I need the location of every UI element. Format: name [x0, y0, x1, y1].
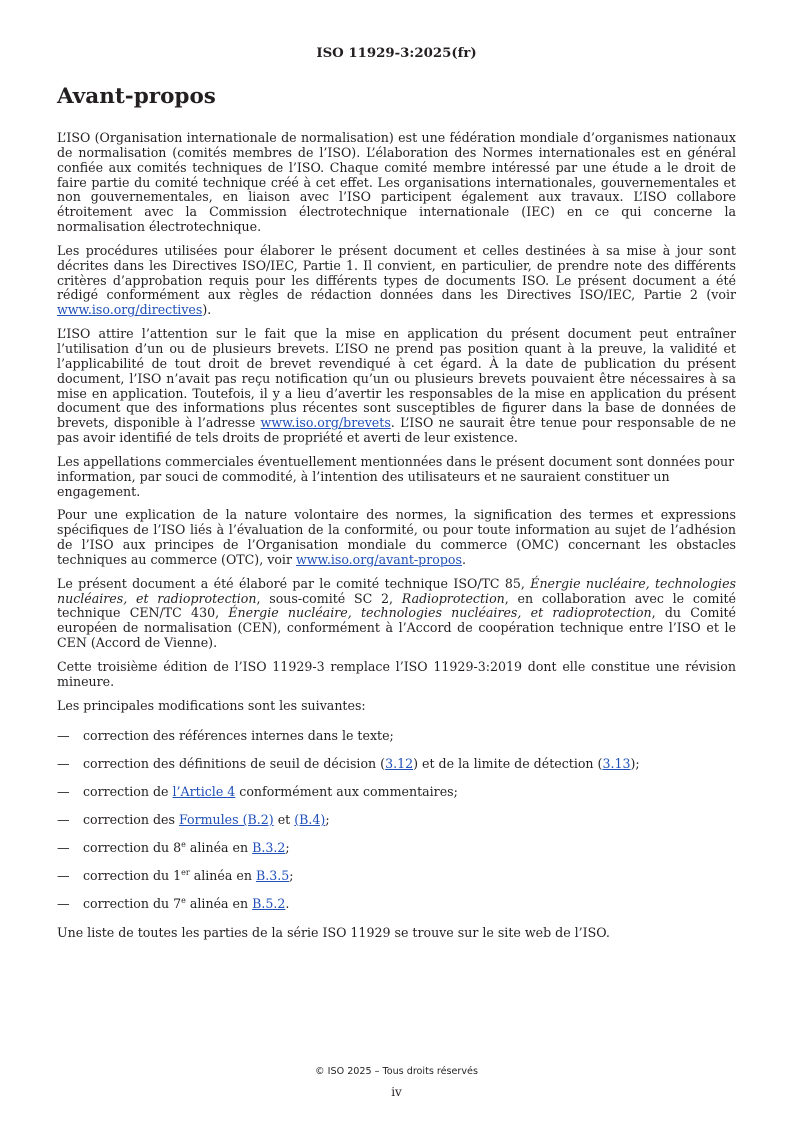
list-item-text: correction du 8 — [83, 840, 182, 856]
ref-link-b-5-2[interactable]: B.5.2 — [252, 896, 286, 912]
patents-link[interactable]: www.iso.org/brevets — [260, 415, 391, 431]
list-dash: — — [57, 840, 70, 856]
list-dash: — — [57, 868, 70, 884]
list-item-text: correction des références internes dans le texte; — [83, 727, 394, 743]
committee-title: Énergie nucléaire, technologies nucléaires, et radioprotection — [57, 575, 736, 606]
list-item-text: correction de — [83, 783, 173, 799]
list-item — [57, 757, 736, 772]
paragraph-series-list: Une liste de toutes les parties de la série ISO 11929 se trouve sur le site web de l’ISO. — [57, 924, 610, 940]
paragraph-iso-intro: L’ISO (Organisation internationale de normalisation) est une fédération mondiale d’organismes nationaux de normalisation (comités membres de l’ISO). L’élaboration des Normes internationales est en général confiée aux comités techniques de l’ISO. Chaque comité membre intéressé par une étude a le droit de faire partie du comité technique créé à cet effet. Les organisations internationales, gouvernementales et non gouvernementales, en liaison avec l’ISO participent également aux travaux. L’ISO collabore étroitement avec la Commission électrotechnique internationale (IEC) en ce qui concerne la normalisation électrotechnique. — [57, 130, 736, 235]
voluntary-end: . — [461, 551, 466, 567]
committee-text: , du Comité européen de normalisation (CEN), conformément à l’Accord de coopération technique entre l’ISO et le CEN (Accord de Vienne). — [57, 605, 736, 651]
list-item — [57, 813, 736, 828]
paragraph-committee — [57, 577, 736, 651]
procedures-end: ). — [202, 302, 212, 318]
committee-text: Le présent document a été élaboré par le comité technique ISO/TC 85, — [57, 575, 531, 591]
list-item-text: ; — [289, 868, 294, 884]
paragraph-edition: Cette troisième édition de l’ISO 11929-3 remplace l’ISO 11929-3:2019 dont elle constitue une révision mineure. — [57, 659, 736, 689]
list-item-text: alinéa en — [189, 868, 256, 884]
committee-text: , en collaboration avec le comité technique CEN/TC 430, — [57, 590, 737, 621]
list-item-text: correction du 1 — [83, 868, 182, 884]
page-title: Avant-propos — [57, 84, 216, 109]
ref-link-formula-b4[interactable]: (B.4) — [294, 811, 326, 827]
list-dash: — — [57, 811, 70, 827]
list-item-text: . — [285, 896, 290, 912]
list-item-text: conformément aux commentaires; — [235, 783, 458, 799]
voluntary-text: Pour une explication de la nature volontaire des normes, la signification des termes et expressions spécifiques de l’ISO liés à l’évaluation de la conformité, ou pour toute information au sujet de l’adhésion de l’ISO aux principes de l’Organisation mondiale du commerce (OMC) concernant les obstacles techniques au commerce (OTC), voir — [57, 507, 736, 567]
page-number: iv — [391, 1085, 402, 1099]
list-item-text: ; — [285, 840, 290, 856]
ordinal-sup: er — [181, 868, 190, 878]
list-item — [57, 785, 736, 800]
ref-link-article-4[interactable]: l’Article 4 — [172, 783, 236, 799]
list-item-text: ); — [630, 755, 640, 771]
list-item — [57, 897, 736, 912]
paragraph-trade-names: Les appellations commerciales éventuellement mentionnées dans le présent document sont données pour information, par souci de commodité, à l’intention des utilisateurs et ne sauraient constituer un engagement. — [57, 453, 735, 499]
ref-link-3-12[interactable]: 3.12 — [385, 755, 414, 771]
list-item-text: alinéa en — [185, 896, 253, 912]
foreword-body — [57, 131, 736, 949]
ref-link-b-3-2[interactable]: B.3.2 — [252, 840, 286, 856]
list-item — [57, 841, 736, 856]
ref-link-b-3-5[interactable]: B.3.5 — [255, 868, 290, 884]
paragraph-procedures — [57, 244, 736, 318]
list-item — [57, 869, 736, 884]
document-id: ISO 11929-3:2025(fr) — [316, 46, 477, 61]
patents-text: L’ISO attire l’attention sur le fait que la mise en application du présent document peut entraîner l’utilisation d’un ou de plusieurs brevets. L’ISO ne prend pas position quant à la preuve, la validité et l’applicabilité de tout droit de brevet revendiqué à cet égard. À la date de publication du présent document, l’ISO n’avait pas reçu notification qu’un ou plusieurs brevets pouvaient être nécessaires à sa mise en application. Toutefois, il y a lieu d’avertir les responsables de la mise en application du présent document que des informations plus récentes sont susceptibles de figurer dans la base de données de brevets, disponible à l’adresse — [57, 326, 736, 431]
list-item-text: et — [273, 811, 295, 827]
paragraph-voluntary — [57, 508, 736, 567]
ordinal-sup: e — [181, 896, 186, 906]
list-item-text: correction des définitions de seuil de décision ( — [83, 755, 386, 771]
list-item-text: ) et de la limite de détection ( — [413, 755, 603, 771]
procedures-text: Les procédures utilisées pour élaborer le présent document et celles destinées à sa mise à jour sont décrites dans les Directives ISO/IEC, Partie 1. Il convient, en particulier, de prendre note des différents critères d’approbation requis pour les différents types de documents ISO. Le présent document a été rédigé conformément aux règles de rédaction données dans les Directives ISO/IEC, Partie 2 (voir — [57, 242, 736, 303]
list-dash: — — [57, 896, 70, 912]
list-item-text: correction du 7 — [83, 896, 182, 912]
list-item-text: correction des — [83, 811, 179, 827]
foreword-link[interactable]: www.iso.org/avant-propos — [295, 551, 462, 567]
list-dash: — — [57, 755, 70, 771]
patents-end: . L’ISO ne saurait être tenue pour responsable de ne pas avoir identifié de tels droits de propriété et averti de leur existence. — [57, 415, 736, 446]
ordinal-sup: e — [181, 839, 186, 849]
directives-link[interactable]: www.iso.org/directives — [57, 302, 203, 318]
committee-text: , sous-comité SC 2, — [256, 590, 402, 606]
list-dash: — — [57, 783, 70, 799]
copyright-footer: © ISO 2025 – Tous droits réservés — [315, 1066, 478, 1077]
paragraph-patents — [57, 327, 736, 446]
list-dash: — — [57, 727, 70, 743]
changes-list — [57, 729, 736, 913]
list-item-text: ; — [325, 811, 330, 827]
ref-link-3-13[interactable]: 3.13 — [602, 755, 631, 771]
list-item — [57, 729, 736, 744]
paragraph-changes-intro: Les principales modifications sont les suivantes: — [57, 697, 366, 713]
cen-committee-title: Énergie nucléaire, technologies nucléaires, et radioprotection — [228, 605, 652, 621]
list-item-text: alinéa en — [185, 840, 253, 856]
ref-link-formula-b2[interactable]: Formules (B.2) — [178, 811, 274, 827]
subcommittee-title: Radioprotection — [401, 590, 505, 606]
